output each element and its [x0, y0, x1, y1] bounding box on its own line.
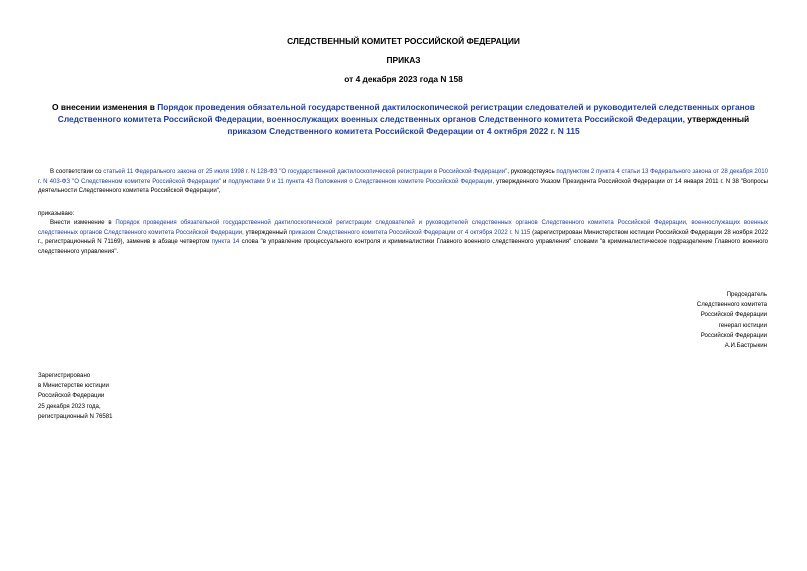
title-link-order[interactable]: приказом Следственного комитета Российской Федерации от 4 октября 2022 г. N 115 [227, 126, 580, 136]
body-text-1: Внести изменение в [50, 219, 116, 226]
preamble-link-law-403[interactable]: подпунктом 2 пункта 4 статьи 13 Федерального закона от 28 декабря 2010 г. N 403-ФЗ "О Следственном комитете Российской Федерации" [38, 168, 768, 185]
signature-line: Российской Федерации [700, 331, 767, 339]
signature-block [697, 290, 767, 351]
preamble-paragraph [38, 167, 768, 196]
title-link-procedure[interactable]: Порядок проведения обязательной государственной дактилоскопической регистрации следователей и руководителей следственных органов Следственного комитета Российской Федерации, военнослужащих военных следственных органов Следственного комитета Российской Федерации, [57, 102, 755, 124]
document-date-number: от 4 декабря 2023 года N 158 [344, 74, 463, 84]
preamble-text-1: В соответствии со [50, 168, 104, 175]
body-text-2: утвержденный [243, 228, 289, 236]
order-word: приказываю: [38, 210, 75, 217]
signature-line: генерал юстиции [718, 321, 767, 329]
preamble-link-law-128[interactable]: статьей 11 Федерального закона от 25 июля 1998 г. N 128-ФЗ "О государственной дактилоскопической регистрации в Российской Федерации" [103, 168, 508, 175]
body-link-point-14[interactable]: пункта 14 [211, 238, 240, 246]
title-prefix: О внесении изменения в [52, 102, 158, 112]
preamble-text-4: , утвержденного Указом Президента Российской Федерации от 14 января 2011 г. N 38 "Вопросы деятельности Следственного комитета Российской Федерации", [38, 177, 769, 195]
title-middle: утвержденный [684, 114, 750, 124]
signature-line: Председатель [726, 291, 767, 298]
document-title [50, 101, 757, 137]
registration-line: Зарегистрировано [38, 372, 91, 379]
preamble-link-regulation[interactable]: подпунктами 9 и 11 пункта 43 Положения о Следственном комитете Российской Федерации [228, 177, 493, 185]
body-link-procedure[interactable]: Порядок проведения обязательной государственной дактилоскопической регистрации следователей и руководителей следственных органов Следственного комитета Российской Федерации, военнослужащих военных следственных органов Следственного комитета Российской Федерации, [38, 219, 768, 236]
registration-block [38, 371, 113, 422]
signature-line: Российской Федерации [700, 311, 767, 319]
signature-line: Следственного комитета [696, 301, 767, 309]
preamble-text-3: и [220, 177, 229, 185]
registration-number: регистрационный N 76581 [38, 412, 113, 420]
body-paragraph [38, 218, 768, 256]
body-text-3: (зарегистрирован Министерством юстиции Российской Федерации 28 ноября 2022 г., регистрационный N 71169), заменив в абзаце четвертом [38, 228, 768, 246]
signature-name: А.И.Бастрыкин [724, 342, 767, 350]
registration-line: в Министерстве юстиции [38, 382, 109, 390]
organization-heading: СЛЕДСТВЕННЫЙ КОМИТЕТ РОССИЙСКОЙ ФЕДЕРАЦИИ [287, 36, 520, 46]
preamble-text-2: , руководствуясь [507, 168, 557, 175]
body-link-order-115[interactable]: приказом Следственного комитета Российской Федерации от 4 октября 2022 г. N 115 [288, 228, 531, 236]
registration-date: 25 декабря 2023 года, [38, 402, 101, 410]
registration-line: Российской Федерации [38, 392, 105, 400]
document-type: ПРИКАЗ [386, 55, 421, 65]
body-text-4: слова "в управление процессуального контроля и криминалистики Главного военного следственного управления" словами "в криминалистическое подразделение Главного военного следственного управления". [38, 238, 768, 255]
